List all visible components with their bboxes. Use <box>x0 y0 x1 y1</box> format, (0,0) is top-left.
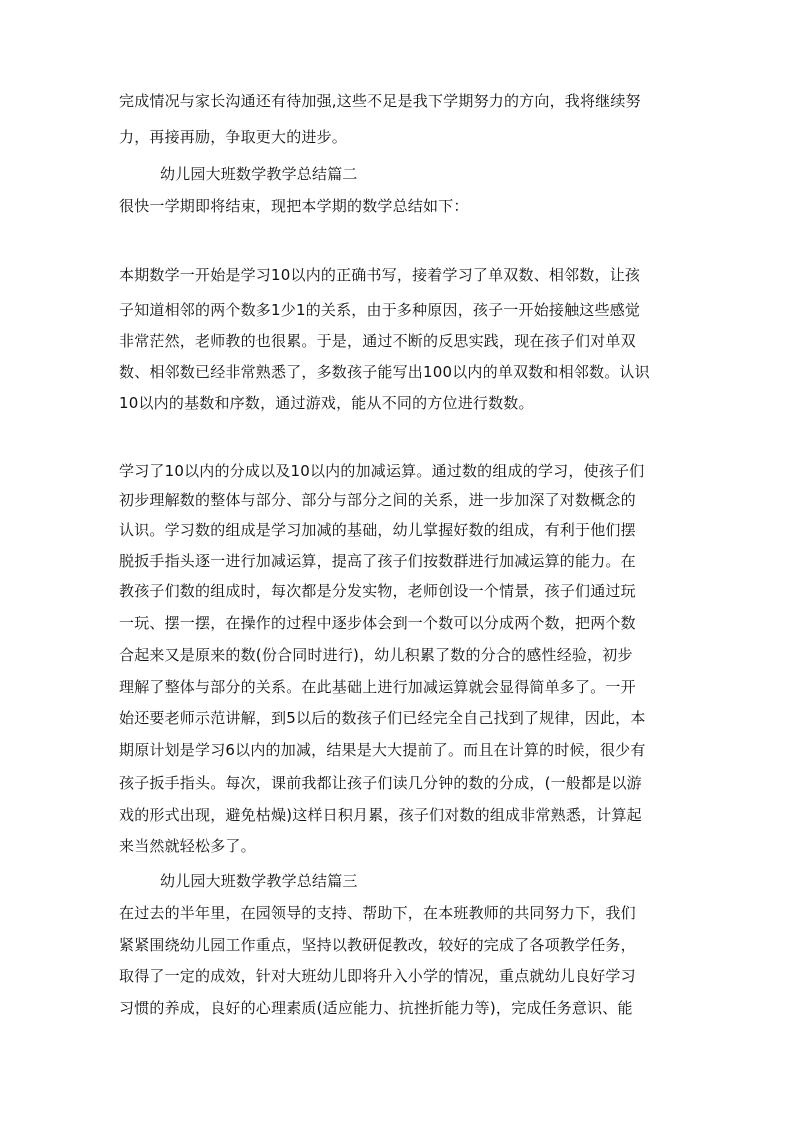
text-line: 子知道相邻的两个数多1少1的关系，由于多种原因，孩子一开始接触这些感觉 <box>119 301 641 319</box>
text-line: 习惯的养成，良好的心理素质(适应能力、抗挫折能力等)，完成任务意识、能 <box>119 999 633 1017</box>
text-line: 数、相邻数已经非常熟悉了，多数孩子能写出100以内的单双数和相邻数。认识 <box>119 363 650 381</box>
section-heading: 幼儿园大班数学教学总结篇二 <box>160 165 358 183</box>
text-line: 很快一学期即将结束，现把本学期的数学总结如下： <box>119 197 469 215</box>
text-line: 初步理解数的整体与部分、部分与部分之间的关系，进一步加深了对数概念的 <box>119 491 636 509</box>
text-line: 期原计划是学习6以内的加减，结果是大大提前了。而且在计算的时候，很少有 <box>119 741 646 759</box>
text-line: 脱扳手指头逐一进行加减运算，提高了孩子们按数群进行加减运算的能力。在 <box>119 552 636 570</box>
text-line: 合起来又是原来的数(份合同时进行)，幼儿积累了数的分合的感性经验，初步 <box>119 646 633 664</box>
text-line: 认识。学习数的组成是学习加减的基础，幼儿掌握好数的组成，有利于他们摆 <box>119 521 636 539</box>
text-line: 教孩子们数的组成时，每次都是分发实物，老师创设一个情景，孩子们通过玩 <box>119 582 636 600</box>
text-line: 戏的形式出现，避免枯燥)这样日积月累，孩子们对数的组成非常熟悉，计算起 <box>119 806 642 824</box>
text-line: 10以内的基数和序数，通过游戏，能从不同的方位进行数数。 <box>119 394 534 412</box>
text-line: 紧紧围绕幼儿园工作重点，坚持以教研促教改，较好的完成了各项教学任务， <box>119 936 636 954</box>
text-line: 完成情况与家长沟通还有待加强,这些不足是我下学期努力的方向，我将继续努 <box>119 92 641 110</box>
text-line: 理解了整体与部分的关系。在此基础上进行加减运算就会显得简单多了。一开 <box>119 678 636 696</box>
section-heading: 幼儿园大班数学教学总结篇三 <box>160 872 358 890</box>
text-line: 取得了一定的成效，针对大班幼儿即将升入小学的情况，重点就幼儿良好学习 <box>119 967 636 985</box>
text-line: 来当然就轻松多了。 <box>119 837 256 855</box>
text-line: 孩子扳手指头。每次，课前我都让孩子们读几分钟的数的分成，(一般都是以游 <box>119 774 642 792</box>
text-line: 一玩、摆一摆，在操作的过程中逐步体会到一个数可以分成两个数，把两个数 <box>119 614 636 632</box>
text-line: 学习了10以内的分成以及10以内的加减运算。通过数的组成的学习，使孩子们 <box>119 462 645 480</box>
text-line: 非常茫然，老师教的也很累。于是，通过不断的反思实践，现在孩子们对单双 <box>119 332 636 350</box>
text-line: 本期数学一开始是学习10以内的正确书写，接着学习了单双数、相邻数，让孩 <box>119 266 641 284</box>
text-line: 始还要老师示范讲解，到5以后的数孩子们已经完全自己找到了规律，因此，本 <box>119 709 646 727</box>
text-line: 力，再接再励，争取更大的进步。 <box>119 128 348 146</box>
text-line: 在过去的半年里，在园领导的支持、帮助下，在本班教师的共同努力下，我们 <box>119 904 636 922</box>
